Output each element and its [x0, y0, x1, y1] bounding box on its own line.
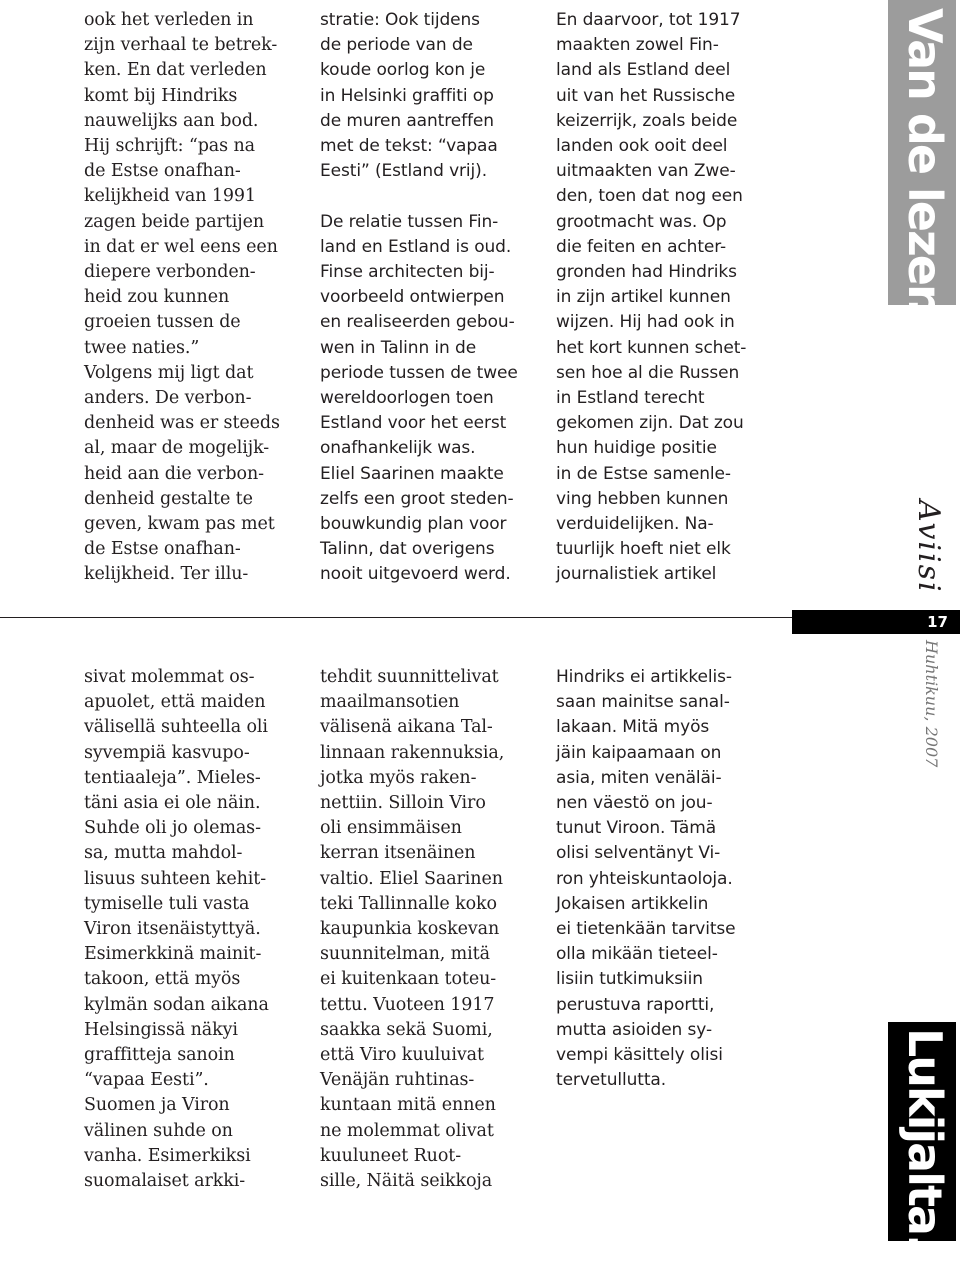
finnish-text-column-2: tehdit suunnittelivat maailmansotien välisenä aikana Tal- linnaan rakennuksia, jotka myös raken- nettiin. Silloin Viro oli ensimmäisen kerran itsenäinen valtio. Eliel Saarinen teki Tallinnalle koko kaupunkia koskevan suunnitelman, mitä ei kuitenkaan toteu- tettu. Vuoteen 1917 saakka sekä Suomi, että Viro kuuluivat Venäjän ruhtinas- kuntaan mitä ennen ne molemmat olivat kuuluneet Ruot- sille, Näitä seikkoja [320, 667, 505, 1192]
page-number-box [792, 610, 960, 634]
horizontal-divider [0, 617, 792, 618]
finnish-text-column-1: sivat molemmat os- apuolet, että maiden välisellä suhteella oli syvempiä kasvupo- tentiaaleja”. Mieles- täni asia ei ole näin. Suhde oli jo olemas- sa, mutta mahdol- lisuus suhteen kehit- tymiselle tuli vasta Viron itsenäistyttyä. Esimerkkinä mainit- takoon, että myös kylmän sodan aikana Helsingissä näkyi graffitteja sanoin “vapaa Eesti”. Suomen ja Viron välinen suhde on vanha. Esimerkiksi suomalaiset arkki- [84, 667, 269, 1192]
section-title-dutch: Van de lezer... [898, 8, 952, 345]
dutch-text-column-3: En daarvoor, tot 1917 maakten zowel Fin- land als Estland deel uit van het Russische keizerrijk, zoals beide landen ook ooit deel uitmaakten van Zwe- den, toen dat nog een grootmacht was. Op die feiten en achter- gronden had Hindriks in zijn artikel kunnen wijzen. Hij had ook in het kort kunnen schet- sen hoe al die Russen in Estland terecht gekomen zijn. Dat zou hun huidige positie in de Estse samenle- ving hebben kunnen verduidelijken. Na- tuurlijk hoeft niet elk journalistiek artikel [556, 10, 747, 585]
issue-date: Huhtikuu, 2007 [922, 640, 941, 768]
dutch-text-column-2: stratie: Ook tijdens de periode van de koude oorlog kon je in Helsinki graffiti op de muren aantreffen met de tekst: “vapaa Eesti” (Estland vrij). De relatie tussen Fin- land en Estland is oud. Finse architecten bij- voorbeeld ontwierpen en realiseerden gebou- wen in Talinn in de periode tussen de twee wereldoorlogen toen Estland voor het eerst onafhankelijk was. Eliel Saarinen maakte zelfs een groot steden- bouwkundig plan voor Talinn, dat overigens nooit uitgevoerd werd. [320, 10, 518, 585]
dutch-text-column-1: ook het verleden in zijn verhaal te betrek- ken. En dat verleden komt bij Hindriks nauwelijks aan bod. Hij schrijft: “pas na de Estse onafhan- kelijkheid van 1991 zagen beide partijen in dat er wel eens een diepere verbonden- heid zou kunnen groeien tussen de twee naties.” Volgens mij ligt dat anders. De verbon- denheid was er steeds al, maar de mogelijk- heid aan die verbon- denheid gestalte te geven, kwam pas met de Estse onafhan- kelijkheid. Ter illu- [84, 10, 280, 585]
finnish-text-column-3: Hindriks ei artikkelis- saan mainitse sanal- lakaan. Mitä myös jäin kaipaamaan on asia, miten venäläi- nen väestö on jou- tunut Viroon. Tämä olisi selventänyt Vi- ron yhteiskuntaoloja. Jokaisen artikkelin ei tietenkään tarvitse olla mikään tieteel- lisiin tutkimuksiin perustuva raportti, mutta asioiden sy- vempi käsittely olisi tervetullutta. [556, 667, 736, 1091]
section-title-finnish: Lukijalta... [898, 1028, 952, 1280]
masthead-logo: Aviisi [911, 500, 946, 594]
page-number: 17 [927, 613, 948, 631]
